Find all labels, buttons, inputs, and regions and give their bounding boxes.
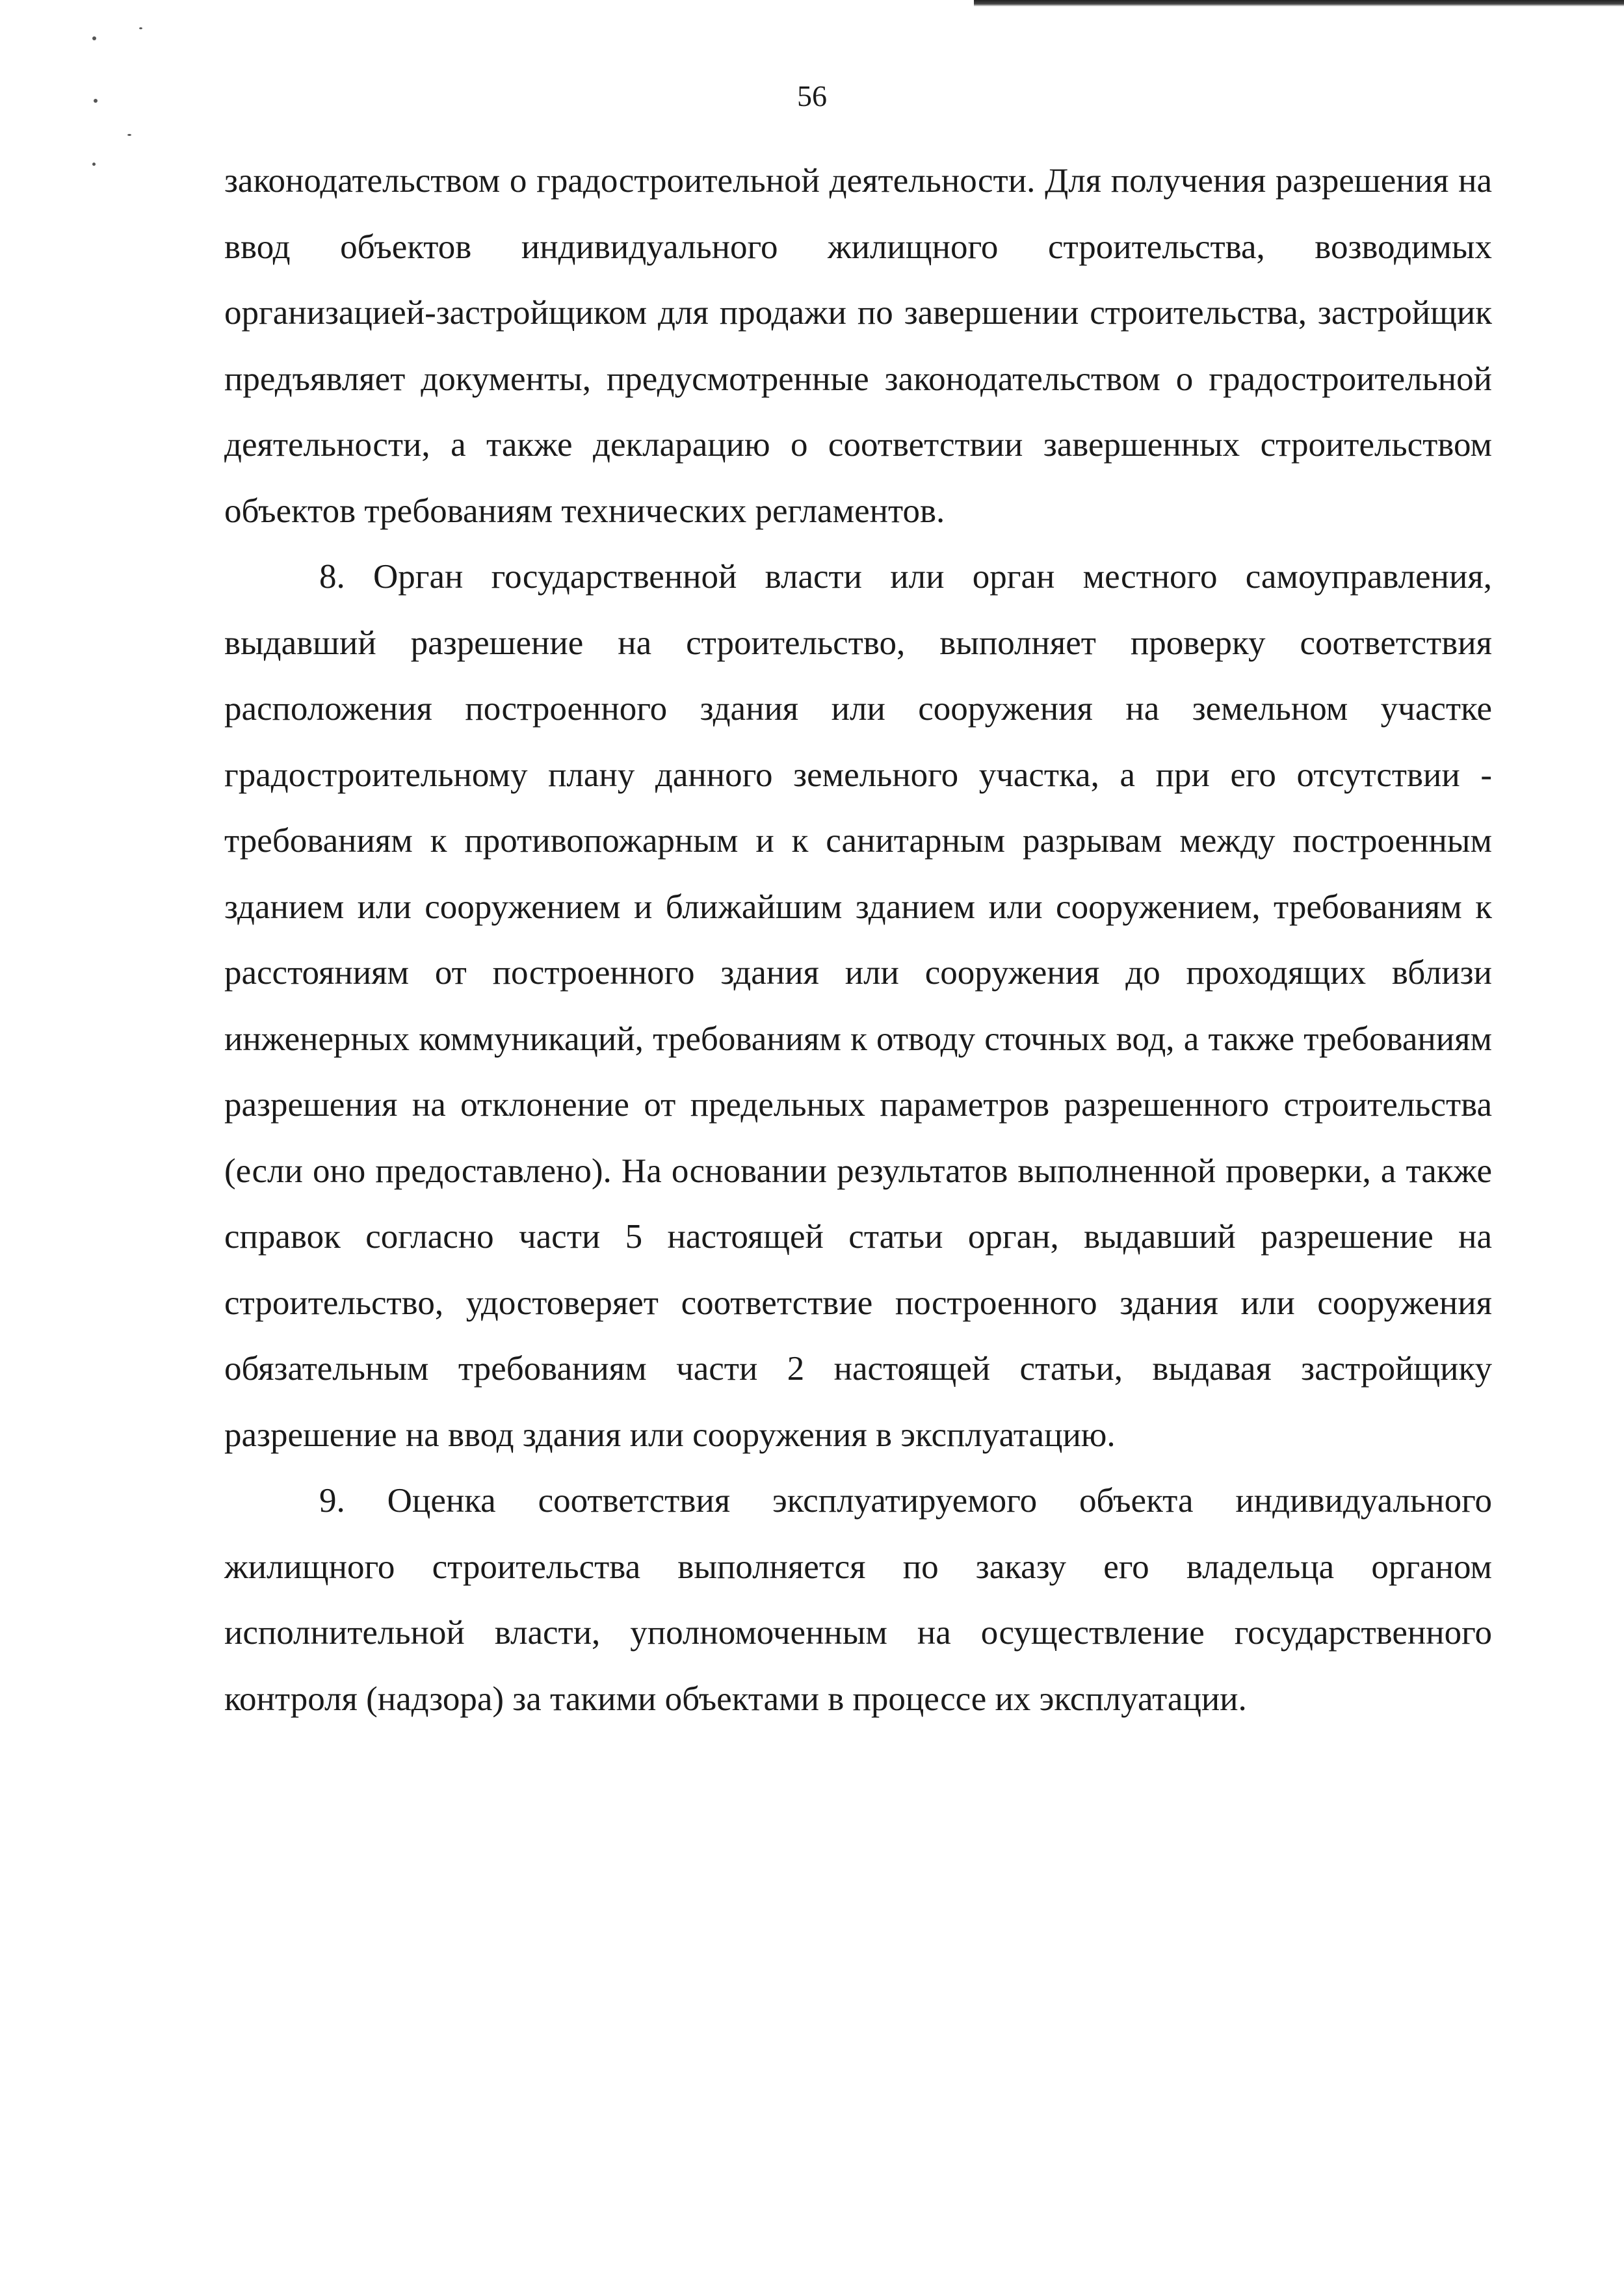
scan-speck xyxy=(139,27,142,29)
paragraph-item-9: 9. Оценка соответствия эксплуатируемого объекта индивидуального жилищного строительства выполняется по заказу его владельца органом исполнительной власти, уполномоченным на осуществление государственного контроля (надзора) за такими объектами в процессе их эксплуатации. xyxy=(224,1482,1492,1718)
document-body xyxy=(224,148,1492,1732)
scan-edge-mark xyxy=(974,0,1624,7)
paragraph-continuation: законодательством о градостроительной деятельности. Для получения разрешения на ввод объектов индивидуального жилищного строительства, возводимых организацией-застройщиком для продажи по завершении строительства, застройщик предъявляет документы, предусмотренные законодательством о градостроительной деятельности, а также декларацию о соответствии завершенных строительством объектов требованиям технических регламентов. xyxy=(224,162,1492,530)
scan-speck xyxy=(127,134,131,136)
paragraph-item-8: 8. Орган государственной власти или орган местного самоуправления, выдавший разрешение на строительство, выполняет проверку соответствия расположения построенного здания или сооружения на земельном участке градостроительному плану данного земельного участка, а при его отсутствии - требованиям к противопожарным и к санитарным разрывам между построенным зданием или сооружением и ближайшим зданием или сооружением, требованиям к расстояниям от построенного здания или сооружения до проходящих вблизи инженерных коммуникаций, требованиям к отводу сточных вод, а также требованиям разрешения на отклонение от предельных параметров разрешенного строительства (если оно предоставлено). На основании результатов выполненной проверки, а также справок согласно части 5 настоящей статьи орган, выдавший разрешение на строительство, удостоверяет соответствие построенного здания или сооружения обязательным требованиям части 2 настоящей статьи, выдавая застройщику разрешение на ввод здания или сооружения в эксплуатацию. xyxy=(224,558,1492,1454)
scan-speck xyxy=(92,163,96,166)
page-number: 56 xyxy=(797,79,827,112)
scan-speck xyxy=(92,36,96,40)
